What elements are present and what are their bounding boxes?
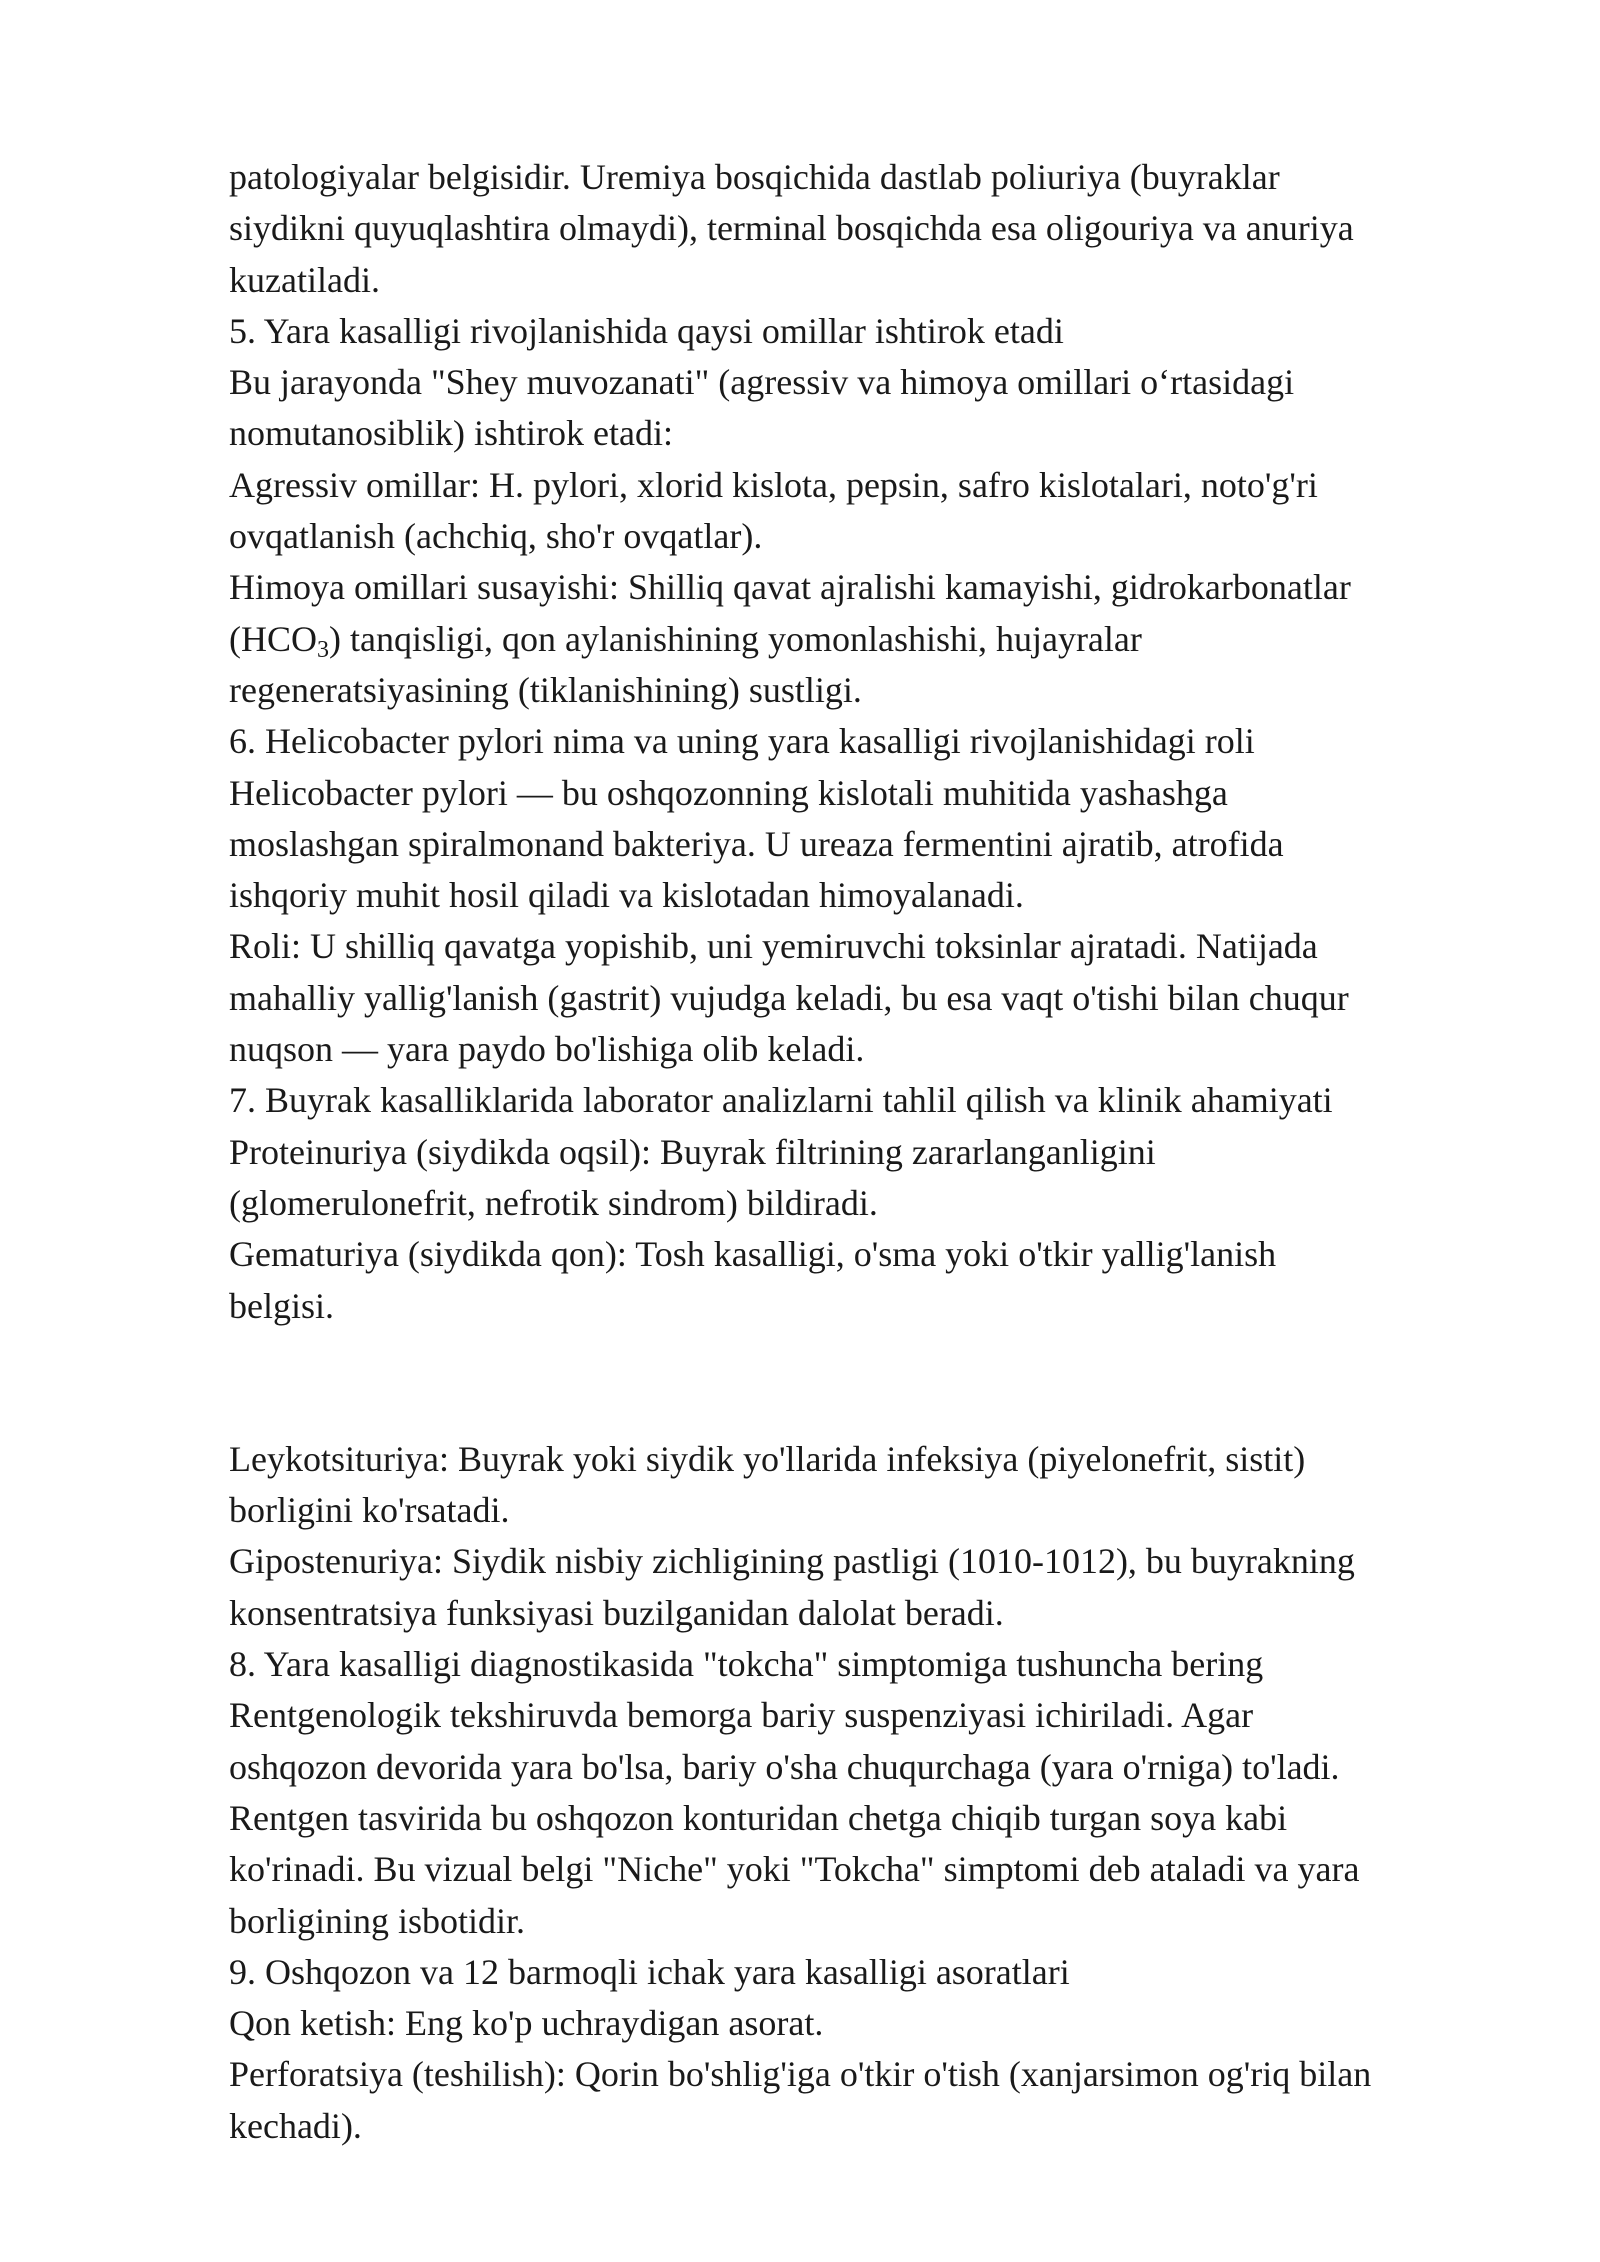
text-line: (glomerulonefrit, nefrotik sindrom) bildiradi.: [229, 1182, 878, 1223]
text-line-hco3: [229, 614, 1479, 665]
text-line: Gematuriya (siydikda qon): Tosh kasalligi, o'sma yoki o'tkir yallig'lanish: [229, 1234, 1277, 1275]
text-line: ovqatlanish (achchiq, sho'r ovqatlar).: [229, 516, 763, 557]
text-line: konsentratsiya funksiyasi buzilganidan dalolat beradi.: [229, 1592, 1004, 1633]
text-line: belgisi.: [229, 1285, 334, 1326]
text-line: Leykotsituriya: Buyrak yoki siydik yo'llarida infeksiya (piyelonefrit, sistit): [229, 1438, 1306, 1479]
text-line: Roli: U shilliq qavatga yopishib, uni yemiruvchi toksinlar ajratadi. Natijada: [229, 926, 1318, 967]
text-line: mahalliy yallig'lanish (gastrit) vujudga keladi, bu esa vaqt o'tishi bilan chuqur: [229, 977, 1349, 1018]
text-line: Agressiv omillar: H. pylori, xlorid kislota, pepsin, safro kislotalari, noto'g'ri: [229, 464, 1318, 505]
document-page: [229, 152, 1479, 2152]
section-heading-9: 9. Oshqozon va 12 barmoqli ichak yara kasalligi asoratlari: [229, 1951, 1070, 1992]
text-line: Perforatsiya (teshilish): Qorin bo'shlig'iga o'tkir o'tish (xanjarsimon og'riq bilan: [229, 2054, 1372, 2095]
text-line: Himoya omillari susayishi: Shilliq qavat ajralishi kamayishi, gidrokarbonatlar: [229, 567, 1351, 608]
text-line: nomutanosiblik) ishtirok etadi:: [229, 413, 673, 454]
paragraph-gap: [229, 1332, 1479, 1434]
section-heading-8: 8. Yara kasalligi diagnostikasida "tokcha" simptomiga tushuncha bering: [229, 1644, 1264, 1685]
text-line: ishqoriy muhit hosil qiladi va kislotadan himoyalanadi.: [229, 875, 1024, 916]
text-line: patologiyalar belgisidir. Uremiya bosqichida dastlab poliuriya (buyraklar: [229, 157, 1280, 197]
text-line: kechadi).: [229, 2105, 362, 2146]
hco3-subscript: 3: [317, 636, 329, 663]
text-line: Rentgenologik tekshiruvda bemorga bariy suspenziyasi ichiriladi. Agar: [229, 1695, 1254, 1736]
section-heading-5: 5. Yara kasalligi rivojlanishida qaysi omillar ishtirok etadi: [229, 310, 1064, 351]
text-block-2: [229, 1434, 1479, 2152]
text-line: siydikni quyuqlashtira olmaydi), terminal bosqichda esa oligouriya va anuriya: [229, 208, 1354, 249]
text-line: borligining isbotidir.: [229, 1900, 526, 1941]
text-line: Proteinuriya (siydikda oqsil): Buyrak filtrining zararlanganligini: [229, 1131, 1156, 1172]
text-block-1: [229, 152, 1479, 1332]
text-line: nuqson — yara paydo bo'lishiga olib keladi.: [229, 1029, 865, 1070]
text-line: Qon ketish: Eng ko'p uchraydigan asorat.: [229, 2003, 824, 2044]
text-line: kuzatiladi.: [229, 259, 380, 300]
hco3-rest: ) tanqisligi, qon aylanishining yomonlashishi, hujayralar: [329, 618, 1142, 659]
text-line: Helicobacter pylori — bu oshqozonning kislotali muhitida yashashga: [229, 772, 1228, 813]
text-line: ko'rinadi. Bu vizual belgi "Niche" yoki "Tokcha" simptomi deb ataladi va yara: [229, 1849, 1360, 1890]
text-line: Gipostenuriya: Siydik nisbiy zichligining pastligi (1010-1012), bu buyrakning: [229, 1541, 1355, 1582]
text-line: Bu jarayonda "Shey muvozanati" (agressiv va himoya omillari o‘rtasidagi: [229, 362, 1295, 403]
section-heading-6: 6. Helicobacter pylori nima va uning yara kasalligi rivojlanishidagi roli: [229, 721, 1255, 762]
text-line: Rentgen tasvirida bu oshqozon konturidan chetga chiqib turgan soya kabi: [229, 1797, 1288, 1838]
text-line: regeneratsiyasining (tiklanishining) sustligi.: [229, 669, 862, 710]
section-heading-7: 7. Buyrak kasalliklarida laborator analizlarni tahlil qilish va klinik ahamiyati: [229, 1080, 1333, 1121]
text-line: moslashgan spiralmonand bakteriya. U ureaza fermentini ajratib, atrofida: [229, 823, 1284, 864]
text-line: oshqozon devorida yara bo'lsa, bariy o'sha chuqurchaga (yara o'rniga) to'ladi.: [229, 1746, 1340, 1787]
text-line: borligini ko'rsatadi.: [229, 1490, 510, 1531]
hco3-open: (HCO: [229, 618, 317, 659]
